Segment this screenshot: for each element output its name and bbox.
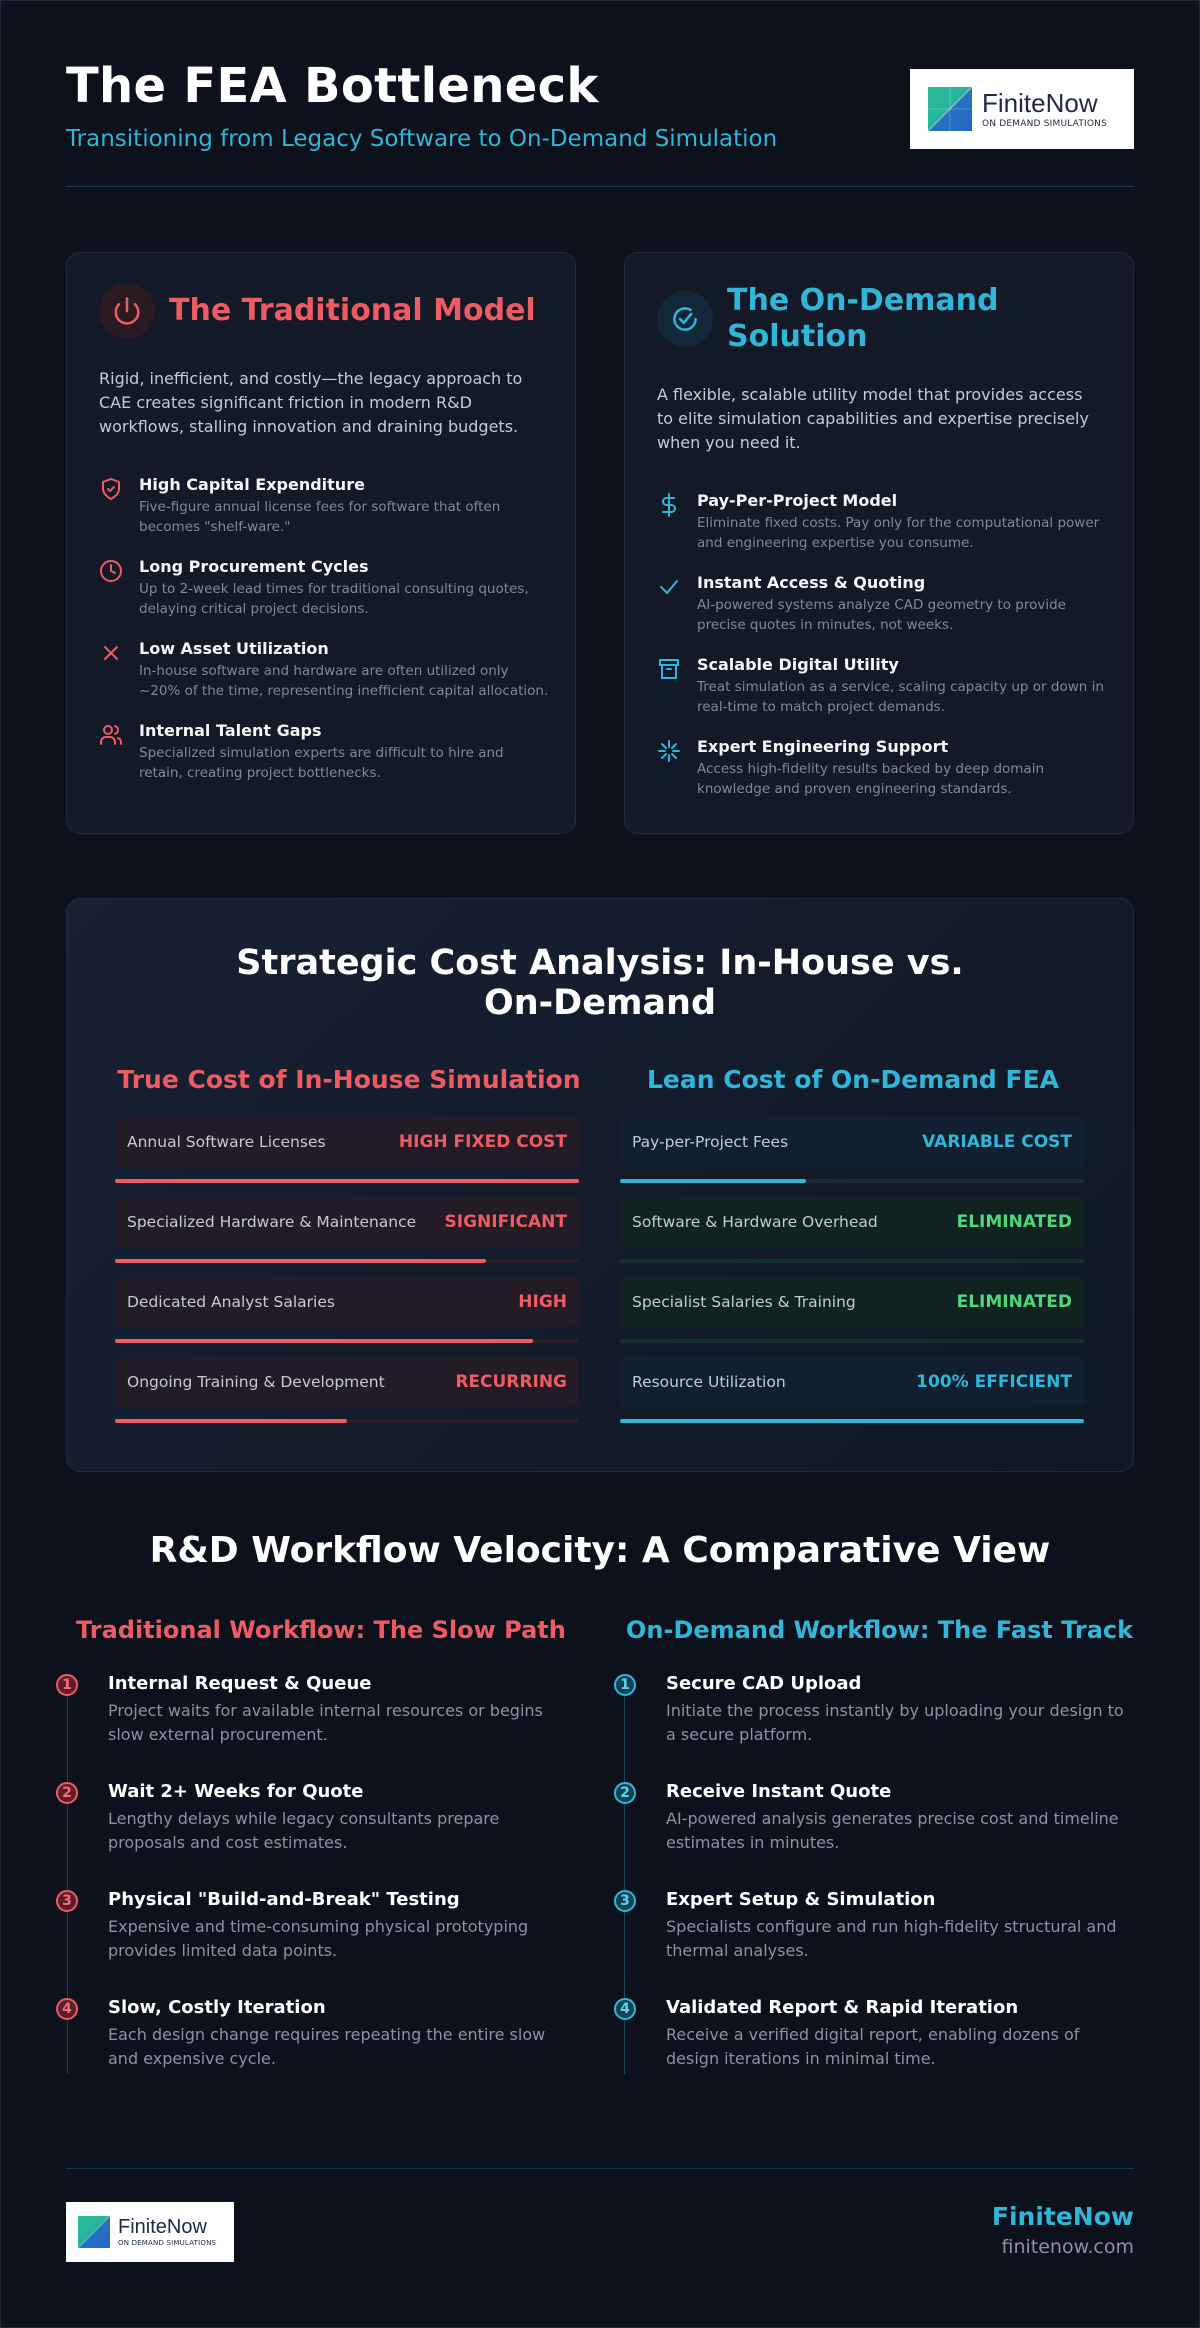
step-number: 4 — [56, 1998, 78, 2020]
traditional-model-title: The Traditional Model — [169, 293, 536, 328]
step-title: Receive Instant Quote — [666, 1781, 892, 1802]
traditional-workflow-title: Traditional Workflow: The Slow Path — [76, 1616, 566, 1644]
cost-value: ELIMINATED — [956, 1212, 1072, 1232]
cost-label: Dedicated Analyst Salaries — [127, 1293, 335, 1311]
step-number: 3 — [56, 1890, 78, 1912]
step-desc: Specialists configure and run high-fidelity structural and thermal analyses. — [666, 1917, 1117, 1960]
cost-label: Resource Utilization — [632, 1373, 786, 1391]
feature-desc: Up to 2-week lead times for traditional consulting quotes, delaying critical project decisions. — [139, 581, 529, 617]
cost-label: Software & Hardware Overhead — [632, 1213, 878, 1231]
feature-high-capex — [99, 475, 549, 537]
ondemand-cost-row — [620, 1197, 1084, 1247]
x-icon — [99, 641, 123, 665]
step-desc: Receive a verified digital report, enabling dozens of design iterations in minimal time. — [666, 2025, 1080, 2068]
ondemand-cost-row — [620, 1357, 1084, 1407]
ondemand-solution-title: The On-Demand Solution — [727, 283, 999, 354]
step-title: Expert Setup & Simulation — [666, 1889, 936, 1910]
feature-desc: AI-powered systems analyze CAD geometry to provide precise quotes in minutes, not weeks. — [697, 597, 1066, 633]
feature-desc: Specialized simulation experts are difficult to hire and retain, creating project bottlenecks. — [139, 745, 504, 781]
feature-title: Internal Talent Gaps — [139, 721, 322, 740]
step-number: 1 — [614, 1674, 636, 1696]
ondemand-cost-title: Lean Cost of On-Demand FEA — [646, 1065, 1060, 1094]
cost-value: ELIMINATED — [956, 1292, 1072, 1312]
cost-value: HIGH — [518, 1292, 567, 1312]
feature-title: Pay-Per-Project Model — [697, 491, 898, 510]
cost-level-bar — [115, 1339, 579, 1343]
ondemand-solution-description: A flexible, scalable utility model that provides access to elite simulation capabilities and expertise precisely when you need it. — [657, 385, 1089, 452]
ondemand-step — [620, 1780, 1126, 1855]
power-icon — [99, 283, 155, 339]
feature-talent-gaps — [99, 721, 549, 783]
footer-divider — [66, 2168, 1134, 2169]
feature-low-utilization — [99, 639, 549, 701]
traditional-step — [62, 1996, 568, 2071]
step-number: 4 — [614, 1998, 636, 2020]
feature-pay-per-project — [657, 491, 1107, 553]
ondemand-cost-row — [620, 1277, 1084, 1327]
step-number: 3 — [614, 1890, 636, 1912]
inhouse-cost-row — [115, 1357, 579, 1407]
feature-title: Long Procurement Cycles — [139, 557, 369, 576]
inhouse-cost-title: True Cost of In-House Simulation — [117, 1065, 581, 1094]
cost-label: Ongoing Training & Development — [127, 1373, 385, 1391]
ondemand-cost-row — [620, 1117, 1084, 1167]
cost-label: Specialized Hardware & Maintenance — [127, 1213, 417, 1231]
sparkle-icon — [657, 739, 681, 763]
traditional-model-description: Rigid, inefficient, and costly—the legacy approach to CAE creates significant friction in modern R&D workflows, stalling innovation and draining budgets. — [99, 369, 523, 436]
traditional-model-card — [66, 252, 576, 834]
clock-icon — [99, 559, 123, 583]
logo-name: FiniteNow — [118, 2216, 207, 2238]
ondemand-step — [620, 1996, 1126, 2071]
users-icon — [99, 723, 123, 747]
cost-level-bar — [620, 1419, 1084, 1423]
cost-level-bar — [115, 1419, 579, 1423]
cost-value: RECURRING — [455, 1372, 567, 1392]
feature-title: Instant Access & Quoting — [697, 573, 926, 592]
step-desc: Lengthy delays while legacy consultants prepare proposals and cost estimates. — [108, 1809, 500, 1852]
step-title: Physical "Build-and-Break" Testing — [108, 1889, 460, 1910]
inhouse-cost-row — [115, 1277, 579, 1327]
ondemand-step — [620, 1888, 1126, 1963]
step-title: Internal Request & Queue — [108, 1673, 372, 1694]
feature-title: High Capital Expenditure — [139, 475, 365, 494]
header — [66, 58, 1134, 188]
feature-desc: Access high-fidelity results backed by deep domain knowledge and proven engineering standards. — [697, 761, 1044, 797]
step-number: 1 — [56, 1674, 78, 1696]
step-title: Validated Report & Rapid Iteration — [666, 1997, 1019, 2018]
logo-tagline: ON DEMAND SIMULATIONS — [118, 2239, 217, 2247]
finitenow-logo-icon — [78, 2216, 110, 2248]
ondemand-solution-card — [624, 252, 1134, 834]
cost-level-bar — [115, 1179, 579, 1183]
feature-desc: Eliminate fixed costs. Pay only for the computational power and engineering expertise you consume. — [697, 515, 1100, 551]
footer-brand: FiniteNow — [991, 2202, 1134, 2231]
cost-label: Pay-per-Project Fees — [632, 1133, 789, 1151]
feature-scalable-utility — [657, 655, 1107, 717]
cost-value: 100% EFFICIENT — [916, 1372, 1072, 1392]
cost-level-bar — [620, 1179, 1084, 1183]
feature-title: Scalable Digital Utility — [697, 655, 899, 674]
feature-desc: Treat simulation as a service, scaling capacity up or down in real-time to match project demands. — [697, 679, 1104, 715]
feature-expert-support — [657, 737, 1107, 799]
traditional-step — [62, 1888, 568, 1963]
page-subtitle: Transitioning from Legacy Software to On-Demand Simulation — [66, 126, 778, 152]
header-logo[interactable] — [910, 69, 1134, 149]
footer-logo[interactable] — [66, 2202, 234, 2262]
feature-desc: Five-figure annual license fees for software that often becomes "shelf-ware." — [139, 499, 501, 535]
traditional-step — [62, 1780, 568, 1855]
feature-title: Expert Engineering Support — [697, 737, 949, 756]
dollar-icon — [657, 493, 681, 517]
step-desc: Expensive and time-consuming physical prototyping provides limited data points. — [108, 1917, 529, 1960]
step-number: 2 — [56, 1782, 78, 1804]
logo-name: FiniteNow — [982, 87, 1098, 118]
cost-label: Specialist Salaries & Training — [632, 1293, 856, 1311]
cost-level-bar — [620, 1259, 1084, 1263]
step-desc: Each design change requires repeating the entire slow and expensive cycle. — [108, 2025, 546, 2068]
finitenow-logo-icon — [928, 87, 972, 131]
step-title: Secure CAD Upload — [666, 1673, 862, 1694]
workflow-title: R&D Workflow Velocity: A Comparative View — [149, 1530, 1051, 1571]
ondemand-step — [620, 1672, 1126, 1747]
step-desc: Initiate the process instantly by uploading your design to a secure platform. — [666, 1701, 1124, 1744]
feature-title: Low Asset Utilization — [139, 639, 329, 658]
step-title: Wait 2+ Weeks for Quote — [108, 1781, 364, 1802]
header-divider — [66, 186, 1134, 187]
feature-desc: In-house software and hardware are often utilized only ~20% of the time, representing inefficient capital allocation. — [139, 663, 549, 699]
traditional-step — [62, 1672, 568, 1747]
cost-analysis-panel — [66, 898, 1134, 1472]
cost-label: Annual Software Licenses — [127, 1133, 326, 1151]
cost-level-bar — [620, 1339, 1084, 1343]
page-title: The FEA Bottleneck — [66, 58, 599, 114]
inhouse-cost-row — [115, 1117, 579, 1167]
gauge-icon — [657, 291, 713, 347]
logo-tagline: ON DEMAND SIMULATIONS — [982, 118, 1108, 129]
inhouse-cost-row — [115, 1197, 579, 1247]
step-title: Slow, Costly Iteration — [108, 1997, 326, 2018]
feature-long-procurement — [99, 557, 549, 619]
cost-value: SIGNIFICANT — [444, 1212, 567, 1232]
check-icon — [657, 575, 681, 599]
feature-instant-access — [657, 573, 1107, 635]
step-desc: Project waits for available internal resources or begins slow external procurement. — [108, 1701, 543, 1744]
cost-level-bar — [115, 1259, 579, 1263]
cost-value: VARIABLE COST — [922, 1132, 1072, 1152]
shield-icon — [99, 477, 123, 501]
step-desc: AI-powered analysis generates precise cost and timeline estimates in minutes. — [666, 1809, 1119, 1852]
archive-icon — [657, 657, 681, 681]
cost-analysis-title: Strategic Cost Analysis: In-House vs. On-Demand — [236, 943, 964, 1023]
footer-url-link[interactable]: finitenow.com — [1001, 2236, 1134, 2258]
cost-value: HIGH FIXED COST — [398, 1132, 567, 1152]
ondemand-workflow-title: On-Demand Workflow: The Fast Track — [626, 1616, 1134, 1644]
step-number: 2 — [614, 1782, 636, 1804]
